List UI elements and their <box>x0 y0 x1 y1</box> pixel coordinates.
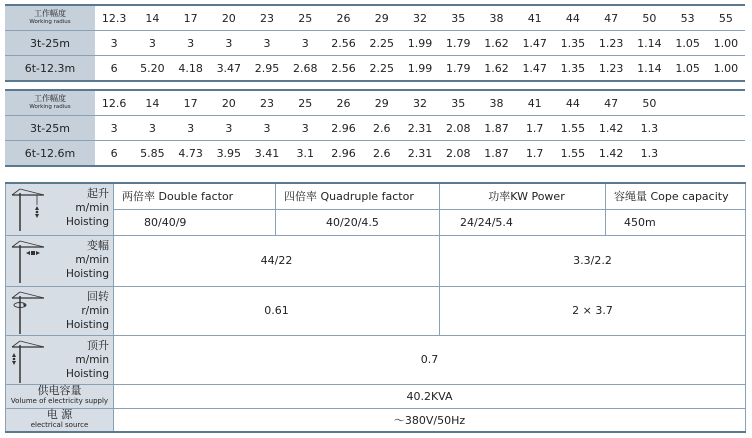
load-value: 2.96 <box>324 141 362 167</box>
radius-value: 17 <box>171 90 209 116</box>
double-factor-value: 80/40/9 <box>114 209 276 235</box>
trolley-side <box>6 235 114 286</box>
double-factor-header: 两倍率 Double factor <box>114 183 276 209</box>
quadruple-factor-header: 四倍率 Quadruple factor <box>276 183 440 209</box>
load-value: 1.00 <box>707 31 745 56</box>
load-value: 3.1 <box>286 141 324 167</box>
load-value: 1.7 <box>516 141 554 167</box>
radius-value <box>669 90 707 116</box>
source-label-cn: 电 源 <box>46 407 73 421</box>
load-value: 6 <box>95 141 133 167</box>
trolley-speed-value: 44/22 <box>114 235 440 286</box>
radius-value: 14 <box>133 90 171 116</box>
source-label <box>6 408 114 432</box>
load-value: 1.35 <box>554 31 592 56</box>
radius-value: 25 <box>286 90 324 116</box>
crane-slewing-icon <box>10 290 44 334</box>
load-value: 1.42 <box>592 141 630 167</box>
load-value: 3 <box>171 31 209 56</box>
load-value: 5.20 <box>133 56 171 82</box>
radius-value: 47 <box>592 5 630 31</box>
trolley-name-cn: 变幅 <box>87 238 109 252</box>
load-value: 4.18 <box>171 56 209 82</box>
radius-value: 26 <box>324 5 362 31</box>
source-value: ～380V/50Hz <box>114 408 746 432</box>
trolley-name-en: Hoisting <box>65 267 109 280</box>
trolley-power-value: 3.3/2.2 <box>440 235 746 286</box>
load-value: 3 <box>286 116 324 141</box>
load-table-2 <box>5 89 745 167</box>
load-value: 1.55 <box>554 116 592 141</box>
load-value: 3.41 <box>248 141 286 167</box>
supply-label-cn: 供电容量 <box>37 384 82 397</box>
row-label: 3t-25m <box>5 31 95 56</box>
load-value: 3 <box>286 31 324 56</box>
radius-value: 20 <box>210 5 248 31</box>
radius-value: 14 <box>133 5 171 31</box>
crane-climbing-icon <box>10 339 44 383</box>
supply-row <box>6 384 746 408</box>
hoisting-values-row <box>6 209 746 235</box>
slewing-side <box>6 286 114 335</box>
load-value: 1.79 <box>439 56 477 82</box>
load-value <box>669 141 707 167</box>
supply-label-en: Volume of electricity supply <box>10 397 109 405</box>
radius-header-cn: 工作幅度 <box>34 9 66 18</box>
radius-value: 38 <box>477 90 515 116</box>
row-label: 6t-12.6m <box>5 141 95 167</box>
load-value: 2.31 <box>401 116 439 141</box>
load-value: 3 <box>95 31 133 56</box>
slewing-speed-value: 0.61 <box>114 286 440 335</box>
crane-hoist-icon <box>10 187 44 231</box>
load-value: 1.62 <box>477 56 515 82</box>
slewing-name-en: Hoisting <box>65 318 109 331</box>
radius-value: 32 <box>401 5 439 31</box>
load-value: 2.31 <box>401 141 439 167</box>
load-value: 1.79 <box>439 31 477 56</box>
radius-header-en: Working radius <box>29 19 71 25</box>
radius-value: 12.3 <box>95 5 133 31</box>
load-value: 6 <box>95 56 133 82</box>
load-value: 2.25 <box>363 56 401 82</box>
load-value: 1.23 <box>592 31 630 56</box>
load-value: 1.23 <box>592 56 630 82</box>
source-row <box>6 408 746 432</box>
radius-value: 41 <box>516 90 554 116</box>
radius-value: 29 <box>363 90 401 116</box>
radius-value: 35 <box>439 5 477 31</box>
load-value: 1.35 <box>554 56 592 82</box>
load-value: 1.7 <box>516 116 554 141</box>
load-value: 3 <box>248 31 286 56</box>
load-value: 2.08 <box>439 116 477 141</box>
load-value: 1.87 <box>477 116 515 141</box>
hoisting-unit: m/min <box>75 202 109 215</box>
load-value: 1.05 <box>669 56 707 82</box>
radius-row <box>5 90 745 116</box>
load-value: 1.99 <box>401 56 439 82</box>
radius-value: 17 <box>171 5 209 31</box>
radius-value: 12.6 <box>95 90 133 116</box>
radius-value: 38 <box>477 5 515 31</box>
load-value: 2.08 <box>439 141 477 167</box>
climbing-name-en: Hoisting <box>65 367 109 380</box>
load-value: 1.55 <box>554 141 592 167</box>
slewing-power-value: 2 × 3.7 <box>440 286 746 335</box>
load-value: 1.3 <box>630 116 668 141</box>
load-row <box>5 56 745 82</box>
load-value: 3 <box>133 116 171 141</box>
climbing-side <box>6 335 114 384</box>
load-value: 2.25 <box>363 31 401 56</box>
supply-label <box>6 384 114 408</box>
radius-header <box>5 90 95 116</box>
row-label: 6t-12.3m <box>5 56 95 82</box>
hoisting-header-row <box>6 183 746 209</box>
climbing-name-cn: 顶升 <box>87 338 109 352</box>
hoisting-side <box>6 183 114 235</box>
cope-capacity-value: 450m <box>606 209 746 235</box>
load-table-1 <box>5 4 745 82</box>
radius-value: 25 <box>286 5 324 31</box>
load-value: 1.62 <box>477 31 515 56</box>
radius-value: 53 <box>669 5 707 31</box>
radius-value: 47 <box>592 90 630 116</box>
row-label: 3t-25m <box>5 116 95 141</box>
radius-value: 35 <box>439 90 477 116</box>
crane-trolley-icon <box>10 239 44 283</box>
power-header: 功率KW Power <box>440 183 606 209</box>
load-value <box>707 116 745 141</box>
load-value <box>707 141 745 167</box>
trolley-row <box>6 235 746 286</box>
radius-value: 44 <box>554 5 592 31</box>
load-value: 2.6 <box>363 116 401 141</box>
radius-value <box>707 90 745 116</box>
load-value: 1.42 <box>592 116 630 141</box>
load-value: 1.00 <box>707 56 745 82</box>
hoisting-name-en: Hoisting <box>65 216 109 229</box>
load-value: 3 <box>95 116 133 141</box>
load-value: 1.14 <box>630 56 668 82</box>
load-value: 3.95 <box>210 141 248 167</box>
load-value: 1.47 <box>516 56 554 82</box>
load-value: 2.68 <box>286 56 324 82</box>
load-value: 4.73 <box>171 141 209 167</box>
radius-value: 55 <box>707 5 745 31</box>
trolley-unit: m/min <box>75 253 109 266</box>
load-value: 1.99 <box>401 31 439 56</box>
radius-value: 50 <box>630 5 668 31</box>
radius-value: 50 <box>630 90 668 116</box>
load-value: 2.56 <box>324 56 362 82</box>
load-row <box>5 116 745 141</box>
radius-value: 32 <box>401 90 439 116</box>
load-value: 2.96 <box>324 116 362 141</box>
cope-capacity-header: 容绳量 Cope capacity <box>606 183 746 209</box>
load-value: 5.85 <box>133 141 171 167</box>
radius-value: 41 <box>516 5 554 31</box>
radius-row <box>5 5 745 31</box>
slewing-row <box>6 286 746 335</box>
load-value: 1.3 <box>630 141 668 167</box>
load-value: 3 <box>248 116 286 141</box>
slewing-name-cn: 回转 <box>87 289 109 303</box>
radius-header-cn: 工作幅度 <box>34 94 66 103</box>
climbing-unit: m/min <box>75 353 109 366</box>
radius-value: 23 <box>248 5 286 31</box>
load-value: 2.6 <box>363 141 401 167</box>
load-value: 1.87 <box>477 141 515 167</box>
quadruple-factor-value: 40/20/4.5 <box>276 209 440 235</box>
load-value: 3 <box>171 116 209 141</box>
radius-value: 44 <box>554 90 592 116</box>
climbing-speed-value: 0.7 <box>114 335 746 384</box>
radius-value: 20 <box>210 90 248 116</box>
load-row <box>5 141 745 167</box>
load-value: 2.56 <box>324 31 362 56</box>
radius-header-en: Working radius <box>29 104 71 110</box>
climbing-row <box>6 335 746 384</box>
hoisting-name-cn: 起升 <box>87 187 109 201</box>
load-value: 3 <box>210 116 248 141</box>
load-value: 3.47 <box>210 56 248 82</box>
radius-value: 29 <box>363 5 401 31</box>
load-value <box>669 116 707 141</box>
load-row <box>5 31 745 56</box>
radius-value: 26 <box>324 90 362 116</box>
supply-value: 40.2KVA <box>114 384 746 408</box>
radius-header <box>5 5 95 31</box>
power-value: 24/24/5.4 <box>440 209 606 235</box>
load-value: 3 <box>133 31 171 56</box>
radius-value: 23 <box>248 90 286 116</box>
load-value: 1.05 <box>669 31 707 56</box>
source-label-en: electrical source <box>30 420 89 429</box>
load-value: 1.47 <box>516 31 554 56</box>
load-value: 1.14 <box>630 31 668 56</box>
spec-table <box>5 182 746 433</box>
load-value: 3 <box>210 31 248 56</box>
load-value: 2.95 <box>248 56 286 82</box>
slewing-unit: r/min <box>81 304 109 317</box>
